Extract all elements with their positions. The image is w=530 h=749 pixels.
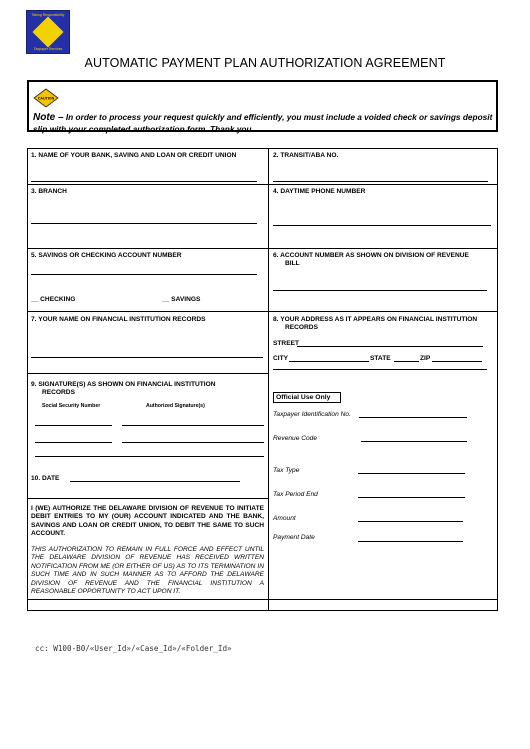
state-field[interactable] (394, 361, 419, 362)
ssn-column-label: Social Security Number (42, 403, 101, 409)
signature-field-2[interactable] (122, 442, 264, 443)
transit-aba-field[interactable] (273, 181, 488, 182)
row-divider (27, 498, 269, 499)
row-divider (27, 599, 498, 600)
ssn-field-2[interactable] (35, 442, 112, 443)
account-number-label: 5. SAVINGS OR CHECKING ACCOUNT NUMBER (31, 252, 182, 259)
note-label: Note – (33, 112, 64, 123)
revenue-account-label-cont: BILL (285, 260, 300, 267)
caution-sign-icon (33, 88, 59, 108)
logo-text-top: Taking Responsibility (31, 13, 65, 17)
tax-period-end-label: Tax Period End (273, 491, 318, 498)
signature-label: 9. SIGNATURE(S) AS SHOWN ON FINANCIAL INSTITUTION (31, 381, 216, 388)
date-field[interactable] (70, 481, 240, 482)
authorized-signature-column-label: Authorized Signature(s) (146, 403, 205, 409)
name-on-records-label: 7. YOUR NAME ON FINANCIAL INSTITUTION RECORDS (31, 316, 206, 323)
city-label: CITY (273, 355, 289, 362)
name-on-records-field[interactable] (31, 357, 263, 358)
signature-label-cont: RECORDS (42, 389, 75, 396)
date-label: 10. DATE (31, 475, 60, 482)
row-divider (27, 373, 269, 374)
account-number-field[interactable] (31, 274, 257, 275)
branch-label: 3. BRANCH (31, 188, 67, 195)
checking-option[interactable]: __ CHECKING (31, 296, 76, 303)
address-label-cont: RECORDS (285, 324, 318, 331)
transit-aba-label: 2. TRANSIT/ABA NO. (273, 152, 339, 159)
row-divider (27, 248, 498, 249)
daytime-phone-field[interactable] (273, 225, 491, 226)
savings-option[interactable]: __ SAVINGS (162, 296, 201, 303)
zip-field[interactable] (432, 361, 482, 362)
revenue-code-field[interactable] (361, 441, 467, 442)
delaware-revenue-logo (26, 10, 70, 54)
page-title: AUTOMATIC PAYMENT PLAN AUTHORIZATION AGREEMENT (84, 56, 446, 70)
revenue-account-field[interactable] (273, 290, 487, 291)
street-field[interactable] (297, 346, 483, 347)
authorization-statement: I (WE) AUTHORIZE THE DELAWARE DIVISION OF REVENUE TO INITIATE DEBIT ENTRIES TO MY (OUR) ACCOUNT INDICATED AND THE BANK, SAVINGS AND LOAN OR CREDIT UNION, TO DEBIT THE SAME TO SUCH ACCOUNT. (31, 505, 264, 538)
column-divider (268, 148, 269, 610)
tax-period-end-field[interactable] (358, 497, 465, 498)
tax-type-label: Tax Type (273, 467, 300, 474)
bank-name-label: 1. NAME OF YOUR BANK, SAVING AND LOAN OR CREDIT UNION (31, 152, 237, 159)
amount-label: Amount (273, 515, 296, 522)
caution-sign-label: CAUTION (37, 96, 55, 101)
authorization-terms: THIS AUTHORIZATION TO REMAIN IN FULL FORCE AND EFFECT UNTIL THE DELAWARE DIVISION OF REVENUE HAS RECEIVED WRITTEN NOTIFICATION FROM ME (OR EITHER OF US) AS TO ITS TERMINATION IN SUCH TIME AND IN SUCH MANNER AS TO AFFORD THE DELAWARE DIVISION OF REVENUE AND THE FINANCIAL INSTITUTION A REASONABLE OPPORTUNITY TO ACT UPON IT. (31, 546, 264, 596)
row-divider (27, 311, 498, 312)
cc-footer: cc: W100-B0/«User_Id»/«Case_Id»/«Folder_Id» (35, 644, 232, 653)
revenue-account-label: 6. ACCOUNT NUMBER AS SHOWN ON DIVISION OF REVENUE (273, 252, 469, 259)
note-body: In order to process your request quickly and efficiently, you must include a voided check or savings deposit slip with your completed authorization form. Thank you. (33, 112, 493, 134)
street-label: STREET (273, 340, 300, 347)
signature-extra-line[interactable] (35, 456, 264, 457)
revenue-code-label: Revenue Code (273, 435, 317, 442)
city-field[interactable] (289, 361, 369, 362)
signature-field-1[interactable] (122, 425, 264, 426)
notice-text (33, 112, 495, 134)
payment-date-label: Payment Date (273, 534, 315, 541)
logo-text-bottom: Taxpayer Services (33, 47, 63, 51)
tax-type-field[interactable] (358, 473, 465, 474)
bank-name-field[interactable] (31, 181, 257, 182)
address-label: 8. YOUR ADDRESS AS IT APPEARS ON FINANCIAL INSTITUTION (273, 316, 478, 323)
taxpayer-id-field[interactable] (359, 417, 467, 418)
logo-text-middle: RS (45, 41, 51, 45)
ssn-field-1[interactable] (35, 425, 112, 426)
taxpayer-id-label: Taxpayer Identification No. (273, 411, 351, 418)
zip-label: ZIP (420, 355, 431, 362)
amount-field[interactable] (358, 521, 463, 522)
branch-field[interactable] (31, 223, 257, 224)
address-extra-line[interactable] (273, 369, 487, 370)
official-use-heading: Official Use Only (273, 392, 341, 403)
state-label: STATE (370, 355, 391, 362)
daytime-phone-label: 4. DAYTIME PHONE NUMBER (273, 188, 366, 195)
row-divider (27, 184, 498, 185)
payment-date-field[interactable] (358, 541, 463, 542)
